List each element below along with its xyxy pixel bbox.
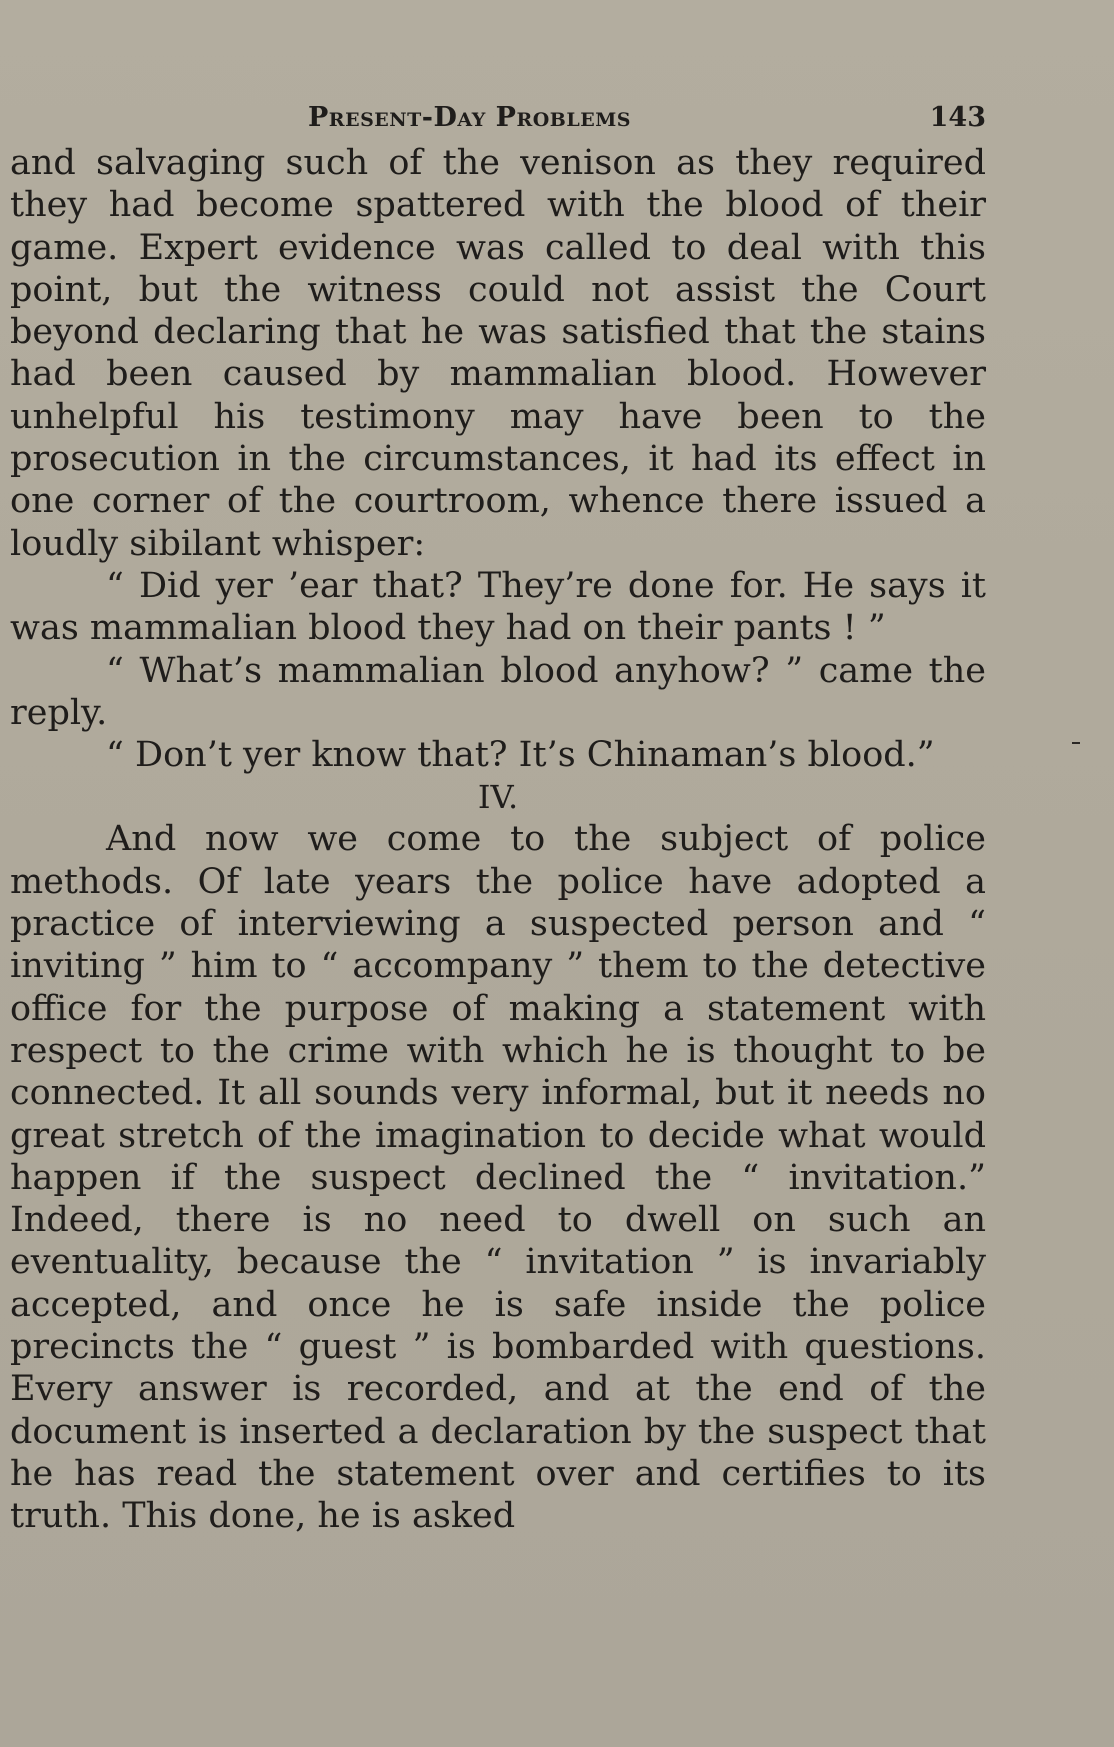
paragraph-quote-2: “ What’s mammalian blood anyhow? ” came the reply. — [10, 650, 986, 733]
running-title: Present-Day Problems — [308, 102, 631, 133]
paragraph-quote-1: “ Did yer ’ear that? They’re done for. He says it was mammalian blood they had on their pants ! ” — [10, 565, 986, 649]
body-text — [10, 142, 986, 1538]
paragraph-continuation: and salvaging such of the venison as they required they had become spattered with the blood of their game. Expert evidence was called to deal with this point, but the witness could not assist the Court beyond declaring that he was satisfied that the stains had been caused by mammalian blood. However unhelpful his testimony may have been to the prosecution in the circumstances, it had its effect in one corner of the courtroom, whence there issued a loudly sibilant whisper: — [10, 143, 986, 564]
page-number: 143 — [929, 102, 986, 133]
paragraph-quote-3: “ Don’t yer know that? It’s Chinaman’s blood.” — [106, 735, 935, 776]
section-heading: IV. — [477, 778, 519, 817]
paragraph-police-methods: And now we come to the subject of police methods. Of late years the police have adopted a practice of interviewing a suspected person and “ inviting ” him to “ accompany ” them to the detective office for the purpose of making a statement with respect to the crime with which he is thought to be connected. It all sounds very informal, but it needs no great stretch of the imagination to decide what would happen if the suspect declined the “ invitation.” Indeed, there is no need to dwell on such an eventuality, because the “ invitation ” is invariably accepted, and once he is safe inside the police precincts the “ guest ” is bombarded with questions. Every answer is recorded, and at the end of the document is inserted a declaration by the suspect that he has read the statement over and certifies to its truth. This done, he is asked — [10, 819, 986, 1537]
running-head — [10, 92, 986, 142]
margin-mark — [1072, 742, 1080, 744]
